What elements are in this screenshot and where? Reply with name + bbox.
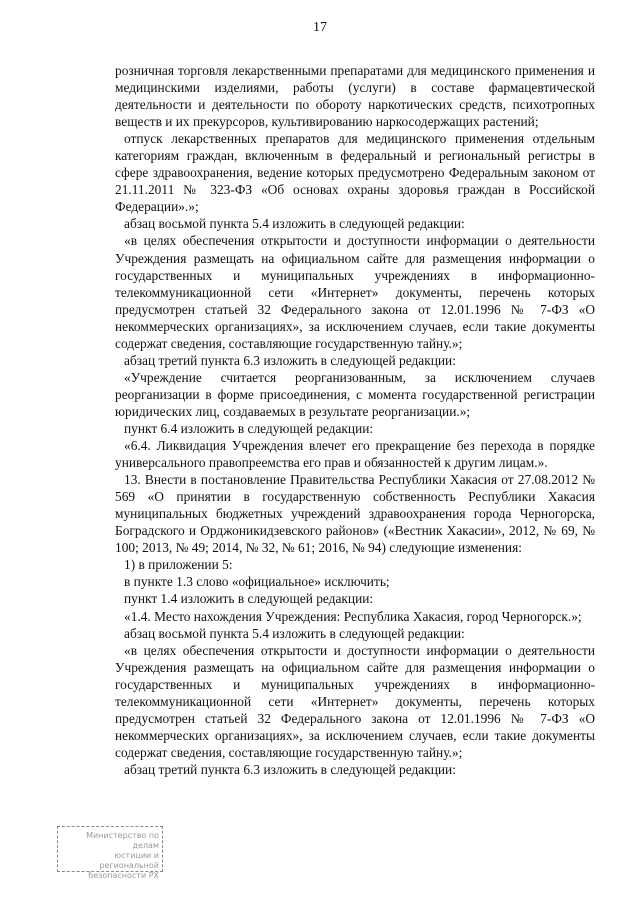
paragraph: «6.4. Ликвидация Учреждения влечет его прекращение без перехода в порядке универсального правопреемства его прав и обязанностей к другим лицам.». bbox=[115, 438, 595, 471]
stamp-line: юстиции и региональной bbox=[99, 851, 159, 870]
page-number: 17 bbox=[313, 20, 327, 35]
paragraph: «Учреждение считается реорганизованным, за исключением случаев реорганизации в форме присоединения, с момента государственной регистрации юридических лиц, создаваемых в результате реорганизации.»; bbox=[115, 369, 595, 419]
paragraph: 13. Внести в постановление Правительства Республики Хакасия от 27.08.2012 № 569 «О принятии в государственную собственность Республики Хакасия муниципальных бюджетных учреждений здравоохранения города Черногорска, Боградского и Орджоникидзевского районов» («Вестник Хакасии», 2012, № 69, № 100; 2013, № 49; 2014, № 32, № 61; 2016, № 94) следующие изменения: bbox=[115, 472, 595, 556]
paragraph: абзац восьмой пункта 5.4 изложить в следующей редакции: bbox=[124, 216, 465, 232]
paragraph: отпуск лекарственных препаратов для медицинского применения отдельным категориям граждан, включенным в федеральный и региональный регистры в сфере здравоохранения, ведение которых предусмотрено Федеральным законом от 21.11.2011 № 323-ФЗ «Об основах охраны здоровья граждан в Российской Федерации».»; bbox=[115, 131, 595, 215]
stamp-line: Министерство по делам bbox=[86, 831, 159, 850]
paragraph: пункт 6.4 изложить в следующей редакции: bbox=[124, 420, 374, 436]
paragraph: абзац третий пункта 6.3 изложить в следующей редакции: bbox=[124, 761, 456, 777]
paragraph: 1) в приложении 5: bbox=[124, 557, 233, 573]
registration-stamp bbox=[57, 826, 163, 880]
document-body bbox=[115, 62, 595, 778]
stamp-line: безопасности РХ bbox=[88, 871, 159, 880]
paragraph: «в целях обеспечения открытости и доступности информации о деятельности Учреждения размещать на официальном сайте для размещения информации о государственных и муниципальных учреждениях в информационно-телекоммуникационной сети «Интернет» документы, перечень которых предусмотрен статьей 32 Федерального закона от 12.01.1996 № 7-ФЗ «О некоммерческих организациях», за исключением случаев, если такие документы содержат сведения, составляющие государственную тайну.»; bbox=[115, 642, 595, 760]
paragraph: в пункте 1.3 слово «официальное» исключить; bbox=[124, 574, 390, 590]
paragraph: «в целях обеспечения открытости и доступности информации о деятельности Учреждения размещать на официальном сайте для размещения информации о государственных и муниципальных учреждениях в информационно-телекоммуникационной сети «Интернет» документы, перечень которых предусмотрен статьей 32 Федерального закона от 12.01.1996 № 7-ФЗ «О некоммерческих организациях», за исключением случаев, если такие документы содержат сведения, составляющие государственную тайну.»; bbox=[115, 233, 595, 351]
paragraph: абзац восьмой пункта 5.4 изложить в следующей редакции: bbox=[124, 625, 465, 641]
paragraph: пункт 1.4 изложить в следующей редакции: bbox=[124, 591, 374, 607]
paragraph: розничная торговля лекарственными препаратами для медицинского применения и медицинскими изделиями, работы (услуги) в составе фармацевтической деятельности и деятельности по обороту наркотических средств, психотропных веществ и их прекурсоров, культивированию наркосодержащих растений; bbox=[115, 63, 595, 130]
paragraph: «1.4. Место нахождения Учреждения: Республика Хакасия, город Черногорск.»; bbox=[124, 608, 582, 624]
paragraph: абзац третий пункта 6.3 изложить в следующей редакции: bbox=[124, 352, 456, 368]
